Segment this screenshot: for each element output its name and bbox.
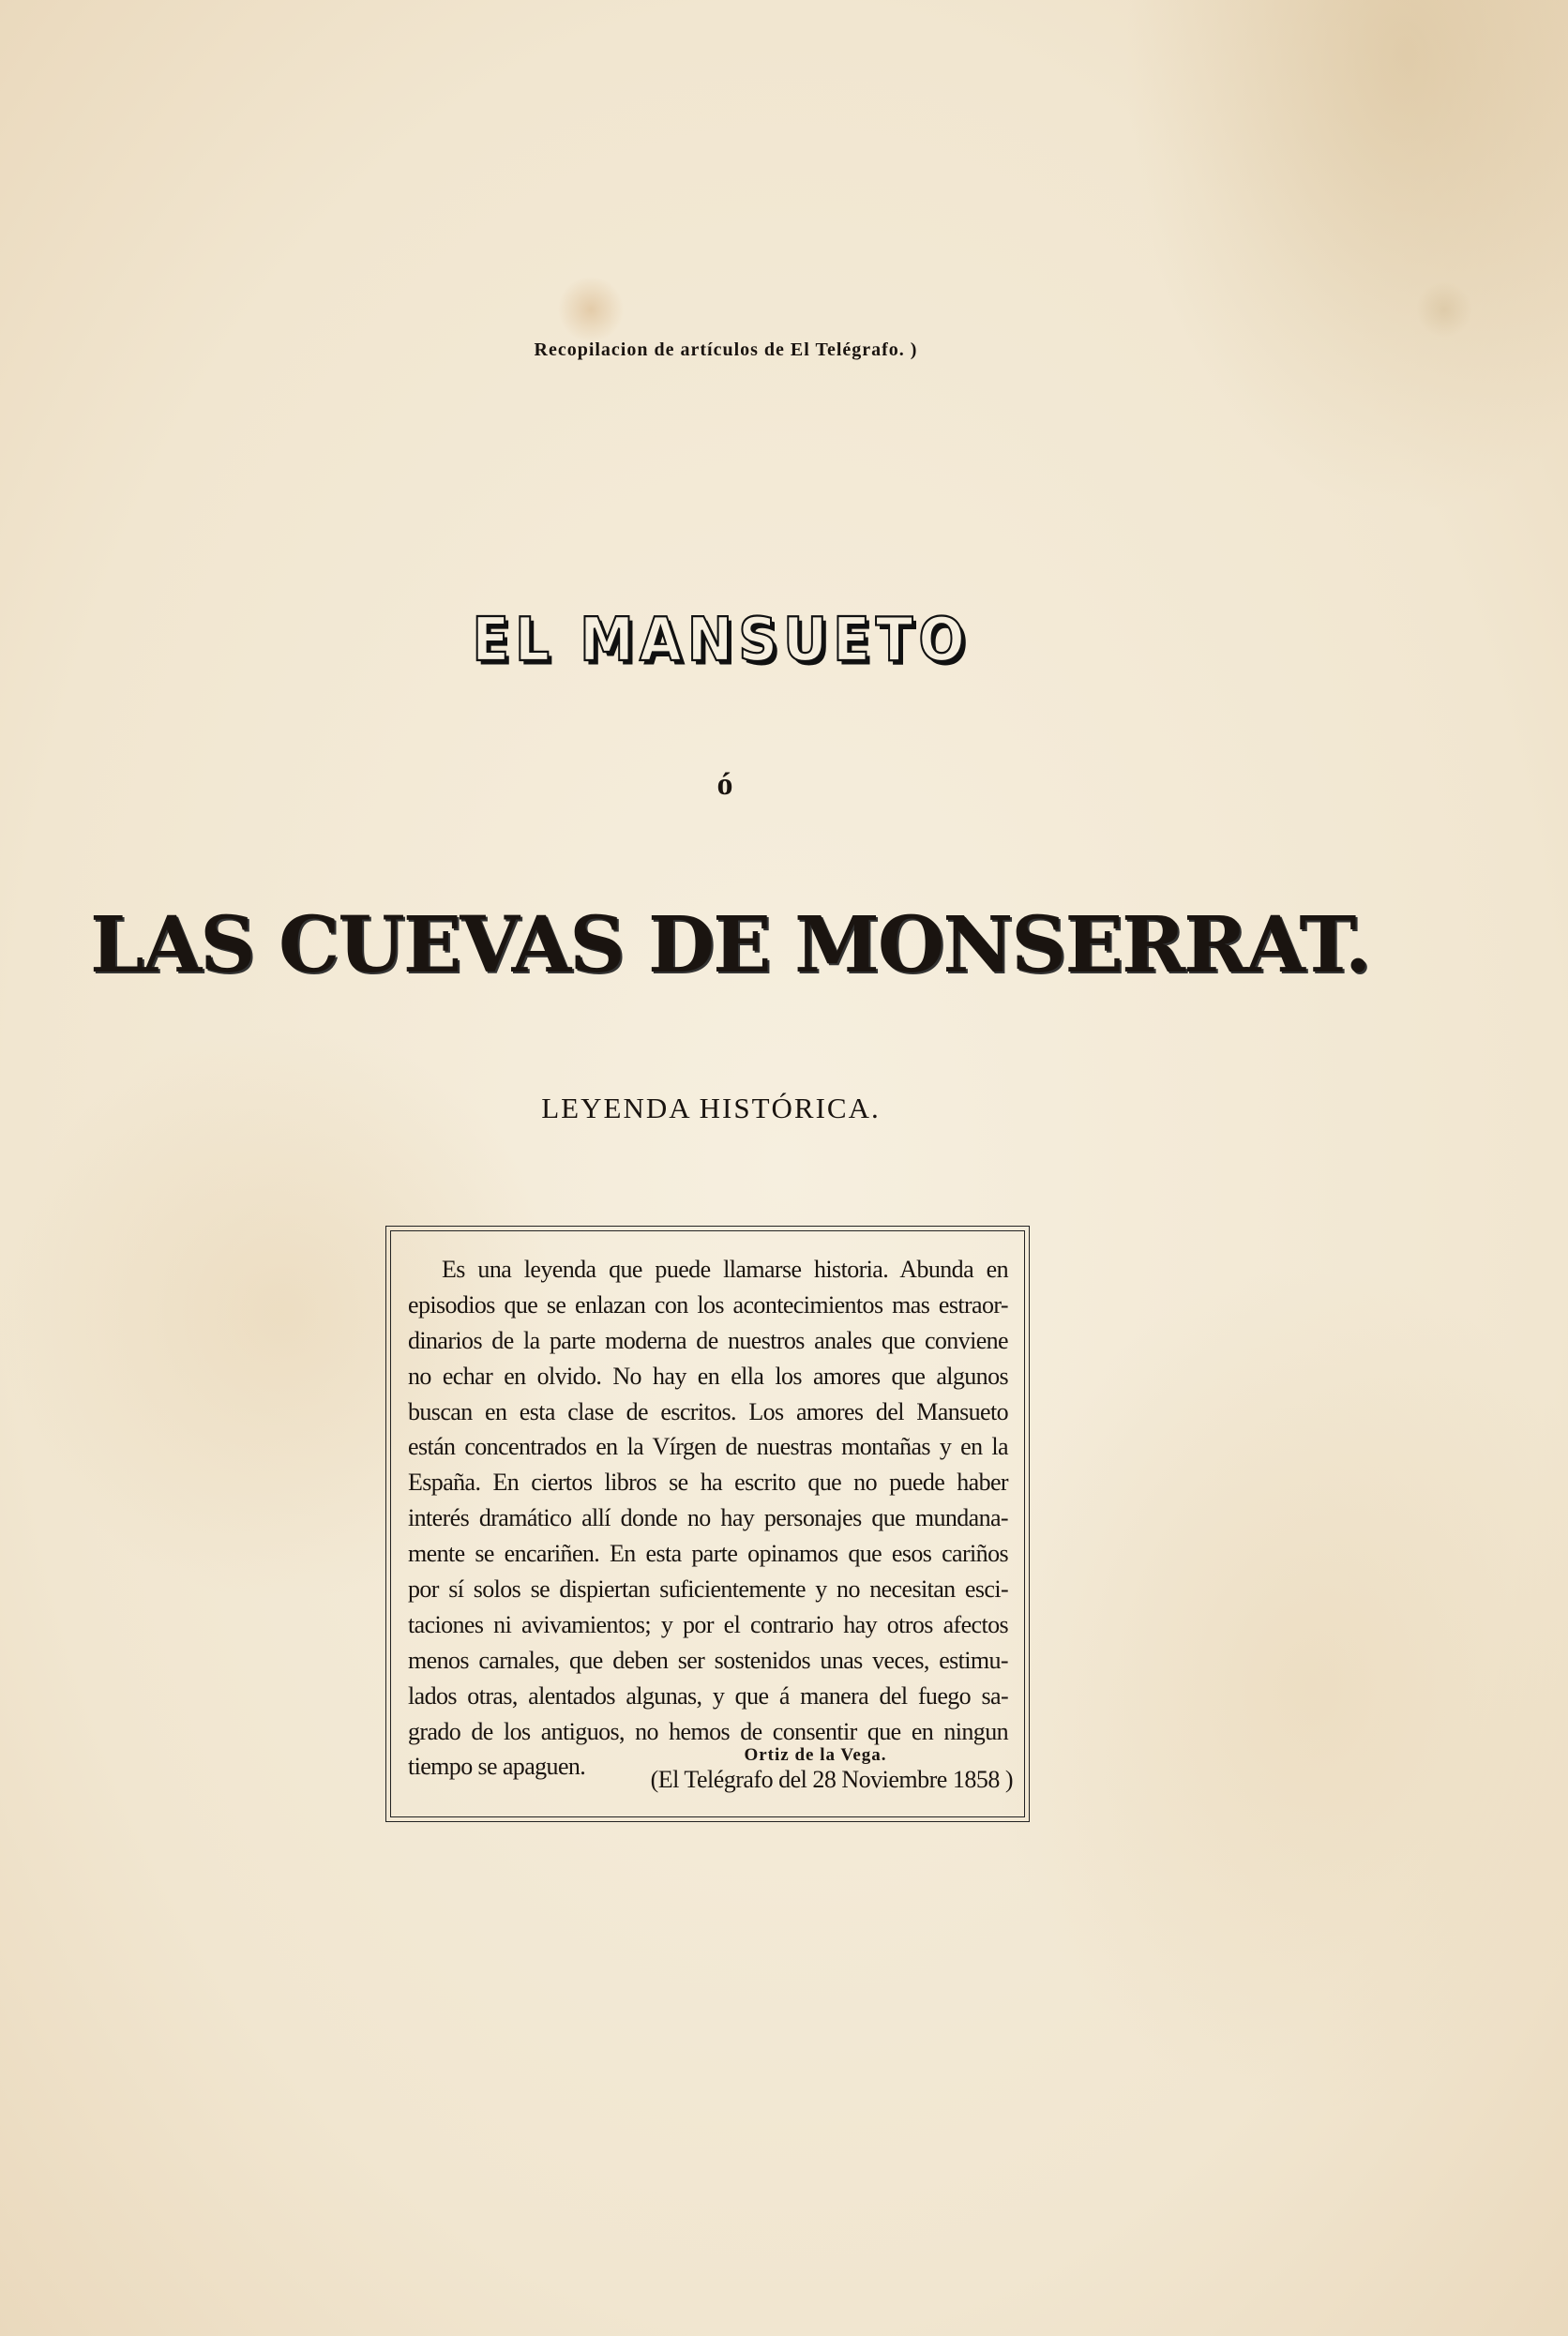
quote-source: (El Telégrafo del 28 Noviembre 1858 ) <box>650 1766 1013 1793</box>
quote-line: episodios que se enlazan con los acontecimientos mas estraor- <box>408 1290 1008 1319</box>
quote-line: menos carnales, que deben ser sostenidos unas veces, estimu- <box>408 1646 1008 1674</box>
quote-line: dinarios de la parte moderna de nuestros anales que conviene <box>408 1326 1008 1354</box>
quote-line: mente se encariñen. En esta parte opinamos que esos cariños <box>408 1540 1008 1568</box>
quote-line: taciones ni avivamientos; y por el contrario hay otros afectos <box>408 1610 1008 1638</box>
quote-line: están concentrados en la Vírgen de nuestras montañas y en la <box>408 1433 1008 1461</box>
quote-line: España. En ciertos libros se ha escrito que no puede haber <box>408 1469 1008 1497</box>
quote-line: Es una leyenda que puede llamarse historia. Abunda en <box>442 1256 1008 1283</box>
title-el-mansueto: EL MANSUETO <box>472 604 971 675</box>
title-conjunction: ó <box>716 767 733 802</box>
quote-line: interés dramático allí donde no hay personajes que mundana- <box>408 1504 1008 1532</box>
quote-box <box>390 1230 1025 1817</box>
quote-line: grado de los antiguos, no hemos de consentir que en ningun <box>408 1717 1008 1745</box>
quote-author: Ortiz de la Vega. <box>744 1745 887 1765</box>
quote-line: buscan en esta clase de escritos. Los amores del Mansueto <box>408 1397 1008 1425</box>
quote-line: no echar en olvido. No hay en ella los amores que algunos <box>408 1362 1008 1390</box>
quote-text <box>408 1252 1008 1785</box>
quote-line: lados otras, alentados algunas, y que á manera del fuego sa- <box>408 1681 1008 1710</box>
quote-line: por sí solos se dispiertan suficientemente y no necesitan esci- <box>408 1575 1008 1604</box>
quote-line: tiempo se apaguen. <box>408 1753 586 1781</box>
subtitle-leyenda-historica: LEYENDA HISTÓRICA. <box>541 1092 881 1124</box>
title-las-cuevas-de-monserrat: LAS CUEVAS DE MONSERRAT. <box>90 900 1370 990</box>
collection-note: Recopilacion de artículos de El Telégrafo. ) <box>534 339 918 360</box>
